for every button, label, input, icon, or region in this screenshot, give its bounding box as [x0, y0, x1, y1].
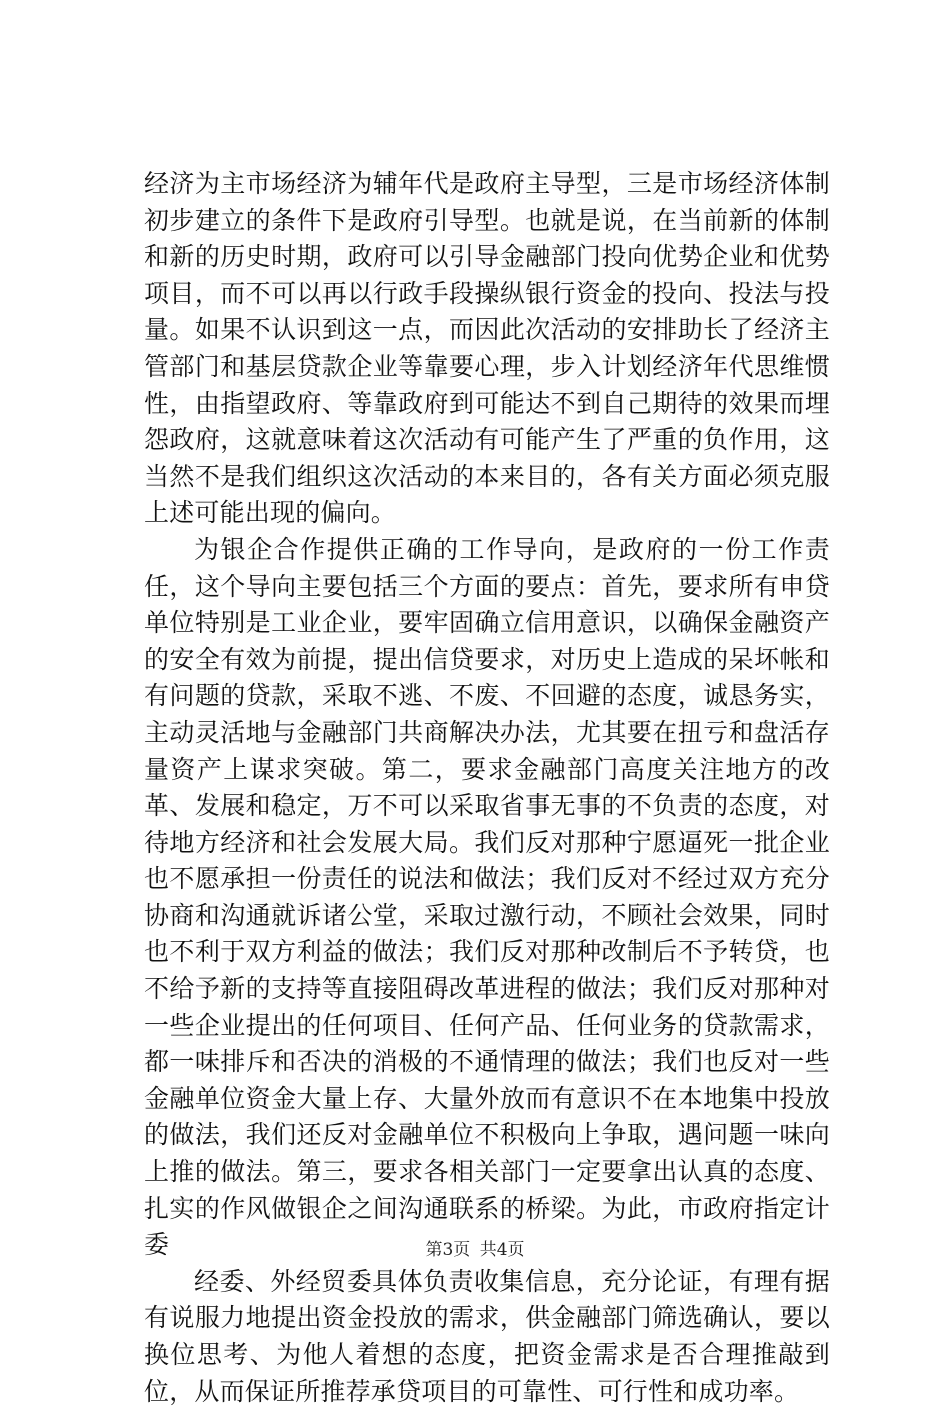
page-total: 共4页 — [479, 1240, 525, 1260]
page-number: 第3页 — [425, 1240, 471, 1260]
paragraph-1: 经济为主市场经济为辅年代是政府主导型，三是市场经济体制初步建立的条件下是政府引导型。也就是说，在当前新的体制和新的历史时期，政府可以引导金融部门投向优势企业和优势项目，而不可以再以行政手段操纵银行资金的投向、投法与投量。如果不认识到这一点，而因此次活动的安排助长了经济主管部门和基层贷款企业等靠要心理，步入计划经济年代思维惯性，由指望政府、等靠政府到可能达不到自己期待的效果而埋怨政府，这就意味着这次活动有可能产生了严重的负作用，这当然不是我们组织这次活动的本来目的，各有关方面必须克服上述可能出现的偏向。 — [144, 169, 830, 528]
paragraph-3: 经委、外经贸委具体负责收集信息，充分论证，有理有据有说服力地提出资金投放的需求，供金融部门筛选确认，要以换位思考、为他人着想的态度，把资金需求是否合理推敲到位，从而保证所推荐承贷项目的可靠性、可行性和成功率。 — [144, 1266, 830, 1406]
document-body — [144, 166, 830, 1410]
page-footer — [0, 1238, 950, 1262]
paragraph-2: 为银企合作提供正确的工作导向，是政府的一份工作责任，这个导向主要包括三个方面的要点：首先，要求所有申贷单位特别是工业企业，要牢固确立信用意识，以确保金融资产的安全有效为前提，提出信贷要求，对历史上造成的呆坏帐和有问题的贷款，采取不逃、不废、不回避的态度，诚恳务实，主动灵活地与金融部门共商解决办法，尤其要在扭亏和盘活存量资产上谋求突破。第二，要求金融部门高度关注地方的改革、发展和稳定，万不可以采取省事无事的不负责的态度，对待地方经济和社会发展大局。我们反对那种宁愿逼死一批企业也不愿承担一份责任的说法和做法；我们反对不经过双方充分协商和沟通就诉诸公堂，采取过激行动，不顾社会效果，同时也不利于双方利益的做法；我们反对那种改制后不予转贷，也不给予新的支持等直接阻碍改革进程的做法；我们反对那种对一些企业提出的任何项目、任何产品、任何业务的贷款需求，都一味排斥和否决的消极的不通情理的做法；我们也反对一些金融单位资金大量上存、大量外放而有意识不在本地集中投放的做法，我们还反对金融单位不积极向上争取，遇问题一味向上推的做法。第三，要求各相关部门一定要拿出认真的态度、扎实的作风做银企之间沟通联系的桥梁。为此，市政府指定计委 — [144, 534, 830, 1260]
